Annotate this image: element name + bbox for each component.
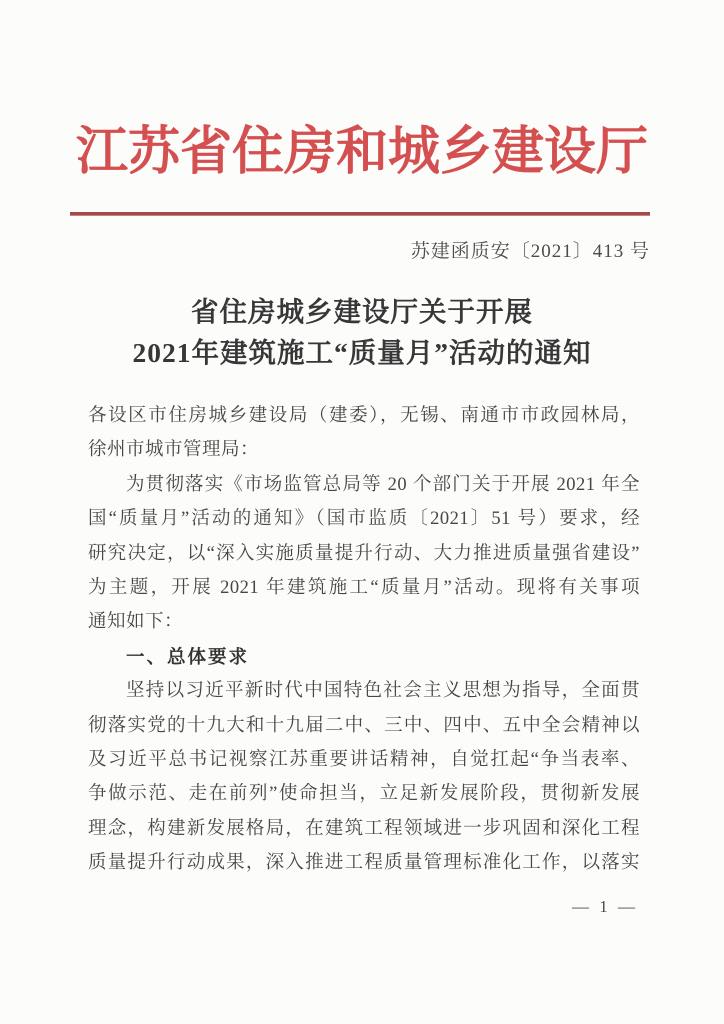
document-title-line1: 省住房城乡建设厅关于开展 xyxy=(191,296,533,327)
document-title xyxy=(0,291,724,373)
page-number: — 1 — xyxy=(572,897,638,916)
body-line: 争做示范、走在前列”使命担当，立足新发展阶段，贯彻新发展 xyxy=(88,784,640,805)
body-line: 及习近平总书记视察江苏重要讲话精神，自觉扛起“争当表率、 xyxy=(88,749,640,770)
body-line: 徐州市城市管理局： xyxy=(88,440,260,461)
document-title-line2: 2021年建筑施工“质量月”活动的通知 xyxy=(132,337,592,368)
body-line: 坚持以习近平新时代中国特色社会主义思想为指导，全面贯 xyxy=(126,681,640,702)
letterhead-divider xyxy=(70,212,650,216)
body-line: 理念，构建新发展格局，在建筑工程领域进一步巩固和深化工程 xyxy=(88,818,640,839)
body-line: 为主题，开展 2021 年建筑施工“质量月”活动。现将有关事项 xyxy=(88,577,640,598)
body-line: 彻落实党的十九大和十九届二中、三中、四中、五中全会精神以 xyxy=(88,715,640,736)
section-heading: 一、总体要求 xyxy=(126,645,250,667)
body-line: 各设区市住房城乡建设局（建委），无锡、南通市市政园林局， xyxy=(88,406,640,426)
agency-letterhead: 江苏省住房和城乡建设厅 xyxy=(75,124,648,181)
document-body xyxy=(88,399,640,880)
body-line: 国“质量月”活动的通知》（国市监质〔2021〕51 号）要求，经 xyxy=(88,509,640,530)
body-line: 通知如下： xyxy=(88,612,184,633)
body-line: 为贯彻落实《市场监管总局等 20 个部门关于开展 2021 年全 xyxy=(126,474,640,495)
document-number: 苏建函质安〔2021〕413 号 xyxy=(410,241,650,262)
body-line: 质量提升行动成果，深入推进工程质量管理标准化工作，以落实 xyxy=(88,853,640,874)
body-line: 研究决定，以“深入实施质量提升行动、大力推进质量强省建设” xyxy=(88,543,640,564)
